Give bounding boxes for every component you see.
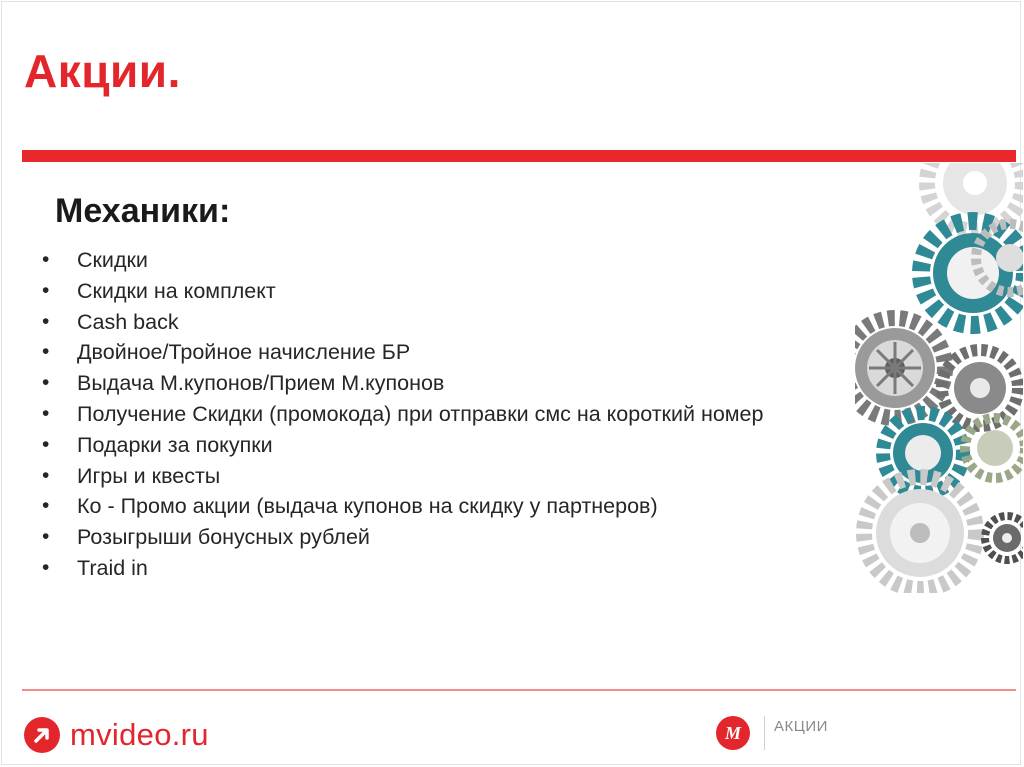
brand-name: mvideo.ru	[70, 717, 209, 752]
title-underline-bar	[22, 150, 1016, 162]
list-item	[42, 276, 763, 307]
list-item-text: Скидки на комплект	[77, 278, 276, 303]
list-item-text: Двойное/Тройное начисление БР	[77, 340, 411, 365]
bullet-marker: •	[42, 494, 50, 518]
mechanics-list	[42, 245, 763, 584]
brand-link[interactable]	[24, 715, 209, 755]
bullet-marker: •	[42, 278, 50, 302]
list-item-text: Cash back	[77, 309, 179, 334]
svg-text:M: M	[724, 723, 742, 743]
list-item-text: Выдача М.купонов/Прием М.купонов	[77, 371, 445, 396]
arrow-circle-icon	[24, 717, 60, 753]
list-item	[42, 553, 763, 584]
list-item-text: Игры и квесты	[77, 463, 221, 488]
gears-icon	[855, 163, 1023, 593]
list-item	[42, 399, 763, 430]
list-item	[42, 337, 763, 368]
list-item-text: Traid in	[77, 555, 148, 580]
bullet-marker: •	[42, 432, 50, 456]
bullet-marker: •	[42, 463, 50, 487]
list-item	[42, 307, 763, 338]
bullet-marker: •	[42, 340, 50, 364]
list-item-text: Скидки	[77, 248, 148, 272]
m-letter-icon	[716, 716, 750, 750]
bullet-marker: •	[42, 309, 50, 333]
vertical-divider	[764, 716, 765, 750]
list-item-text: Ко - Промо акции (выдача купонов на скидку у партнеров)	[77, 494, 658, 519]
gears-illustration	[855, 163, 1023, 593]
list-item-text: Розыгрыши бонусных рублей	[77, 525, 370, 550]
list-item	[42, 368, 763, 399]
bullet-marker: •	[42, 248, 50, 271]
list-item	[42, 245, 763, 276]
bullet-marker: •	[42, 555, 50, 579]
list-item	[42, 430, 763, 461]
section-heading: Механики:	[55, 192, 231, 230]
list-item	[42, 461, 763, 492]
section-label: АКЦИИ	[774, 717, 828, 735]
list-item	[42, 522, 763, 553]
bullet-marker: •	[42, 371, 50, 395]
footer-divider-line	[22, 689, 1016, 691]
list-item-text: Получение Скидки (промокода) при отправки смс на короткий номер	[77, 401, 764, 426]
slide-title: Акции.	[24, 45, 181, 97]
bullet-marker: •	[42, 525, 50, 549]
bullet-marker: •	[42, 401, 50, 425]
footer-section	[716, 713, 828, 753]
list-item-text: Подарки за покупки	[77, 432, 273, 457]
list-item	[42, 491, 763, 522]
